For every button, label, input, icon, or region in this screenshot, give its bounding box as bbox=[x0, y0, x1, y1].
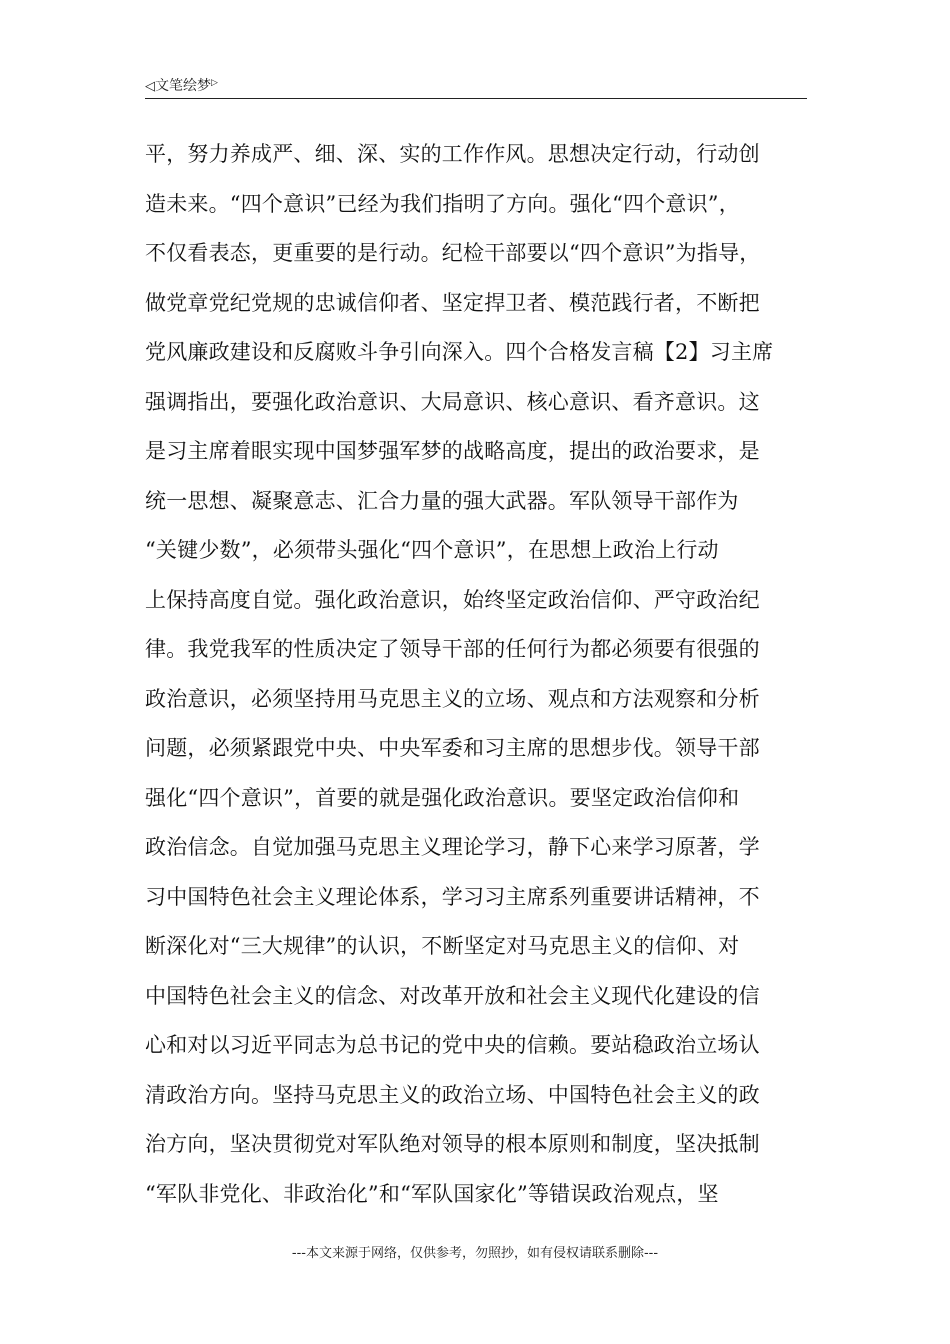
page-footer-disclaimer: ---本文来源于网络，仅供参考，勿照抄，如有侵权请联系删除--- bbox=[291, 1246, 659, 1261]
document-body bbox=[145, 130, 825, 1219]
body-line: 清政治方向。坚持马克思主义的政治立场、中国特色社会主义的政 bbox=[145, 1082, 760, 1107]
body-line: 断深化对“三大规律”的认识，不断坚定对马克思主义的信仰、对 bbox=[145, 934, 740, 958]
body-line: 不仅看表态，更重要的是行动。纪检干部要以“四个意识”为指导， bbox=[145, 241, 761, 265]
body-line: 造未来。“四个意识”已经为我们指明了方向。强化“四个意识”， bbox=[145, 191, 740, 216]
body-line: 强化“四个意识”，首要的就是强化政治意识。要坚定政治信仰和 bbox=[145, 785, 740, 810]
body-line: 政治信念。自觉加强马克思主义理论学习，静下心来学习原著，学 bbox=[145, 835, 760, 859]
brand-name: 文笔绘梦 bbox=[155, 78, 211, 94]
body-line: 统一思想、凝聚意志、汇合力量的强大武器。军队领导干部作为 bbox=[145, 488, 739, 513]
body-line: 平，努力养成严、细、深、实的工作作风。思想决定行动，行动创 bbox=[145, 142, 760, 166]
body-line: “关键少数”，必须带头强化“四个意识”，在思想上政治上行动 bbox=[145, 538, 719, 562]
left-triangle-icon: ◁ bbox=[145, 79, 155, 94]
body-line: “军队非党化、非政治化”和“军队国家化”等错误政治观点，坚 bbox=[145, 1181, 719, 1206]
body-line: 问题，必须紧跟党中央、中央军委和习主席的思想步伐。领导干部 bbox=[145, 736, 760, 760]
body-line: 习中国特色社会主义理论体系，学习习主席系列重要讲话精神，不 bbox=[145, 884, 760, 909]
body-line: 中国特色社会主义的信念、对改革开放和社会主义现代化建设的信 bbox=[145, 983, 760, 1008]
header-brand bbox=[145, 74, 218, 96]
body-line: 上保持高度自觉。强化政治意识，始终坚定政治信仰、严守政治纪 bbox=[145, 587, 760, 612]
body-line: 是习主席着眼实现中国梦强军梦的战略高度，提出的政治要求，是 bbox=[145, 439, 760, 463]
body-line: 政治意识，必须坚持用马克思主义的立场、观点和方法观察和分析 bbox=[145, 686, 760, 711]
body-line: 强调指出，要强化政治意识、大局意识、核心意识、看齐意识。这 bbox=[145, 389, 760, 414]
right-triangle-icon: ▷ bbox=[211, 78, 218, 88]
body-line: 治方向，坚决贯彻党对军队绝对领导的根本原则和制度，坚决抵制 bbox=[145, 1132, 760, 1156]
body-line: 律。我党我军的性质决定了领导干部的任何行为都必须要有很强的 bbox=[145, 637, 760, 661]
body-line: 心和对以习近平同志为总书记的党中央的信赖。要站稳政治立场认 bbox=[145, 1033, 760, 1057]
page-header bbox=[145, 74, 807, 99]
body-line: 做党章党纪党规的忠诚信仰者、坚定捍卫者、模范践行者，不断把 bbox=[145, 290, 760, 315]
body-line: 党风廉政建设和反腐败斗争引向深入。四个合格发言稿【2】习主席 bbox=[145, 340, 774, 364]
